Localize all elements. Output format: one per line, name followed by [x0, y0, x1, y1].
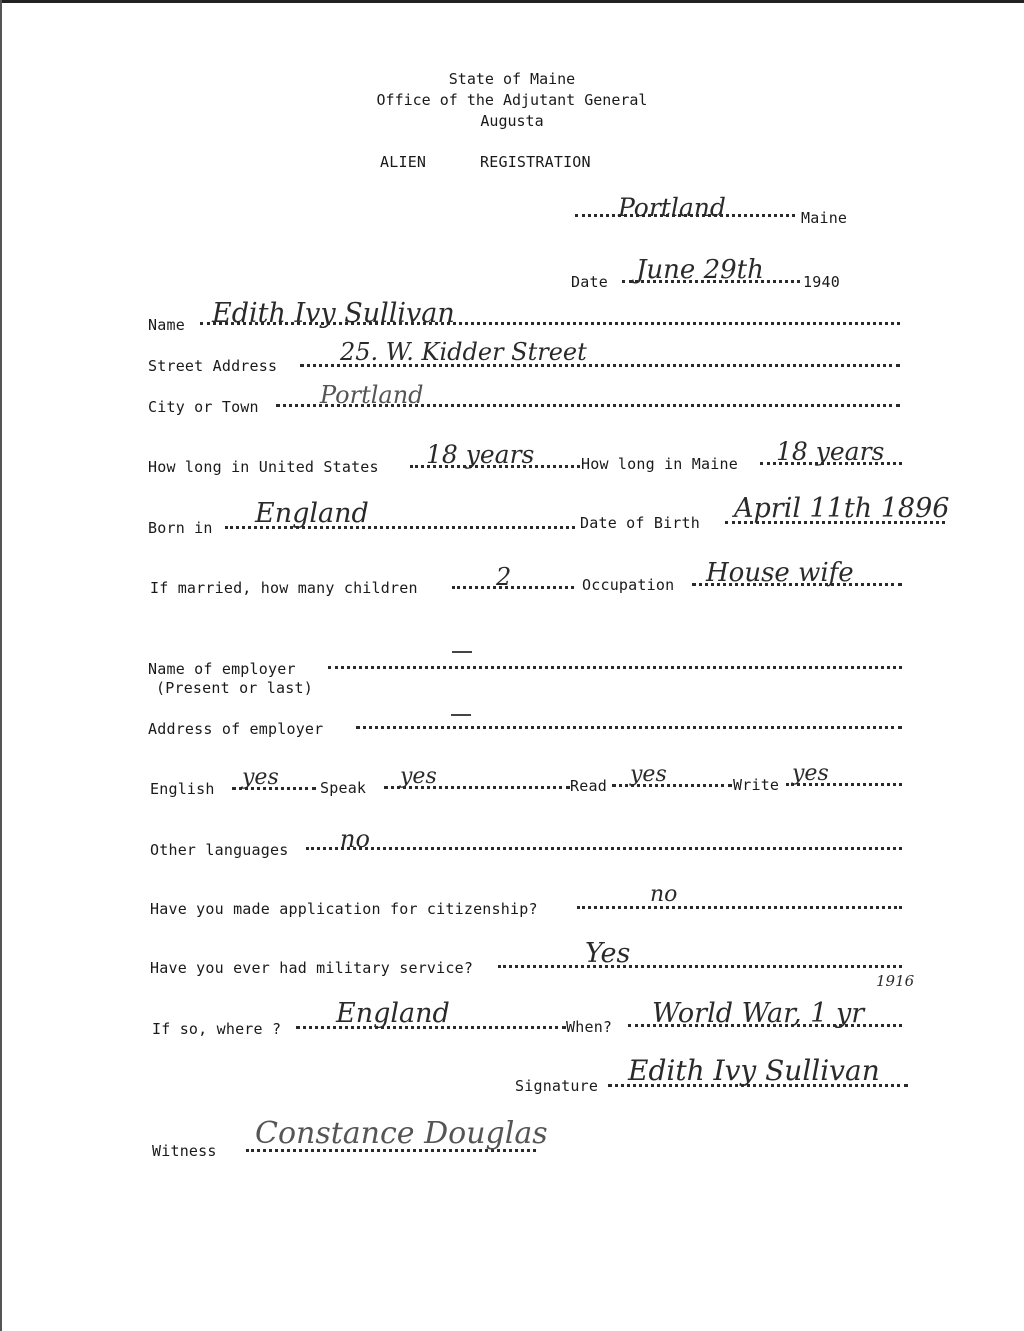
- other-lang-value[interactable]: no: [340, 825, 370, 853]
- signature-label: Signature: [515, 1077, 599, 1095]
- employer-value[interactable]: [455, 640, 456, 641]
- where-value[interactable]: England: [336, 998, 450, 1029]
- scan-edge-top: [0, 0, 1024, 3]
- born-label: Born in: [148, 519, 213, 537]
- dob-label: Date of Birth: [580, 514, 700, 532]
- when-value[interactable]: World War, 1 yr: [652, 998, 865, 1029]
- place-suffix: Maine: [801, 209, 848, 227]
- other-lang-dots: [306, 847, 902, 850]
- employer-address-value[interactable]: [455, 700, 456, 701]
- scan-edge-left: [0, 0, 2, 1331]
- speak-label: Speak: [320, 779, 367, 797]
- children-label: If married, how many children: [150, 579, 418, 597]
- city-value[interactable]: Portland: [320, 381, 424, 409]
- read-value[interactable]: yes: [630, 762, 667, 787]
- occupation-value[interactable]: House wife: [706, 558, 854, 588]
- citizenship-label: Have you made application for citizenship?: [150, 900, 538, 918]
- employer-dash: [452, 651, 472, 653]
- employer-address-label: Address of employer: [148, 720, 324, 738]
- military-label: Have you ever had military service?: [150, 959, 474, 977]
- english-label: English: [150, 780, 215, 798]
- signature-value[interactable]: Edith Ivy Sullivan: [628, 1054, 880, 1087]
- speak-value[interactable]: yes: [400, 764, 437, 789]
- name-value[interactable]: Edith Ivy Sullivan: [212, 298, 455, 329]
- place-value[interactable]: Portland: [618, 193, 726, 222]
- born-value[interactable]: England: [255, 498, 369, 529]
- title-registration: REGISTRATION: [480, 153, 591, 171]
- employer-sublabel: (Present or last): [156, 679, 313, 697]
- citizenship-dots: [577, 906, 902, 909]
- where-label: If so, where ?: [152, 1020, 282, 1038]
- date-value[interactable]: June 29th: [636, 255, 764, 285]
- employer-address-dots: [356, 726, 902, 729]
- street-label: Street Address: [148, 357, 278, 375]
- witness-label: Witness: [152, 1142, 217, 1160]
- employer-label: Name of employer: [148, 660, 296, 678]
- title-alien: ALIEN: [380, 153, 427, 171]
- employer-address-dash: [451, 714, 471, 716]
- occupation-label: Occupation: [582, 576, 675, 594]
- military-value[interactable]: Yes: [585, 938, 631, 969]
- city-label: City or Town: [148, 398, 259, 416]
- witness-value[interactable]: Constance Douglas: [255, 1116, 548, 1151]
- children-value[interactable]: 2: [496, 563, 512, 591]
- write-value[interactable]: yes: [792, 761, 829, 786]
- citizenship-value[interactable]: no: [650, 882, 678, 907]
- military-dots: [498, 965, 902, 968]
- read-label: Read: [570, 777, 607, 795]
- dob-value[interactable]: April 11th 1896: [734, 493, 950, 524]
- us-value[interactable]: 18 years: [426, 440, 535, 469]
- header-city: Augusta: [480, 112, 544, 130]
- write-label: Write: [733, 776, 780, 794]
- header-state: State of Maine: [448, 70, 576, 88]
- date-year: 1940: [803, 273, 840, 291]
- date-label: Date: [571, 273, 608, 291]
- when-note: 1916: [876, 972, 915, 990]
- when-label: When?: [566, 1018, 613, 1036]
- maine-label: How long in Maine: [581, 455, 738, 473]
- employer-dots: [328, 666, 902, 669]
- header-office: Office of the Adjutant General: [376, 91, 648, 109]
- us-label: How long in United States: [148, 458, 379, 476]
- maine-value[interactable]: 18 years: [776, 437, 885, 466]
- english-value[interactable]: yes: [242, 765, 279, 790]
- street-value[interactable]: 25. W. Kidder Street: [340, 338, 587, 366]
- other-lang-label: Other languages: [150, 841, 289, 859]
- children-dots: [452, 586, 574, 589]
- name-label: Name: [148, 316, 185, 334]
